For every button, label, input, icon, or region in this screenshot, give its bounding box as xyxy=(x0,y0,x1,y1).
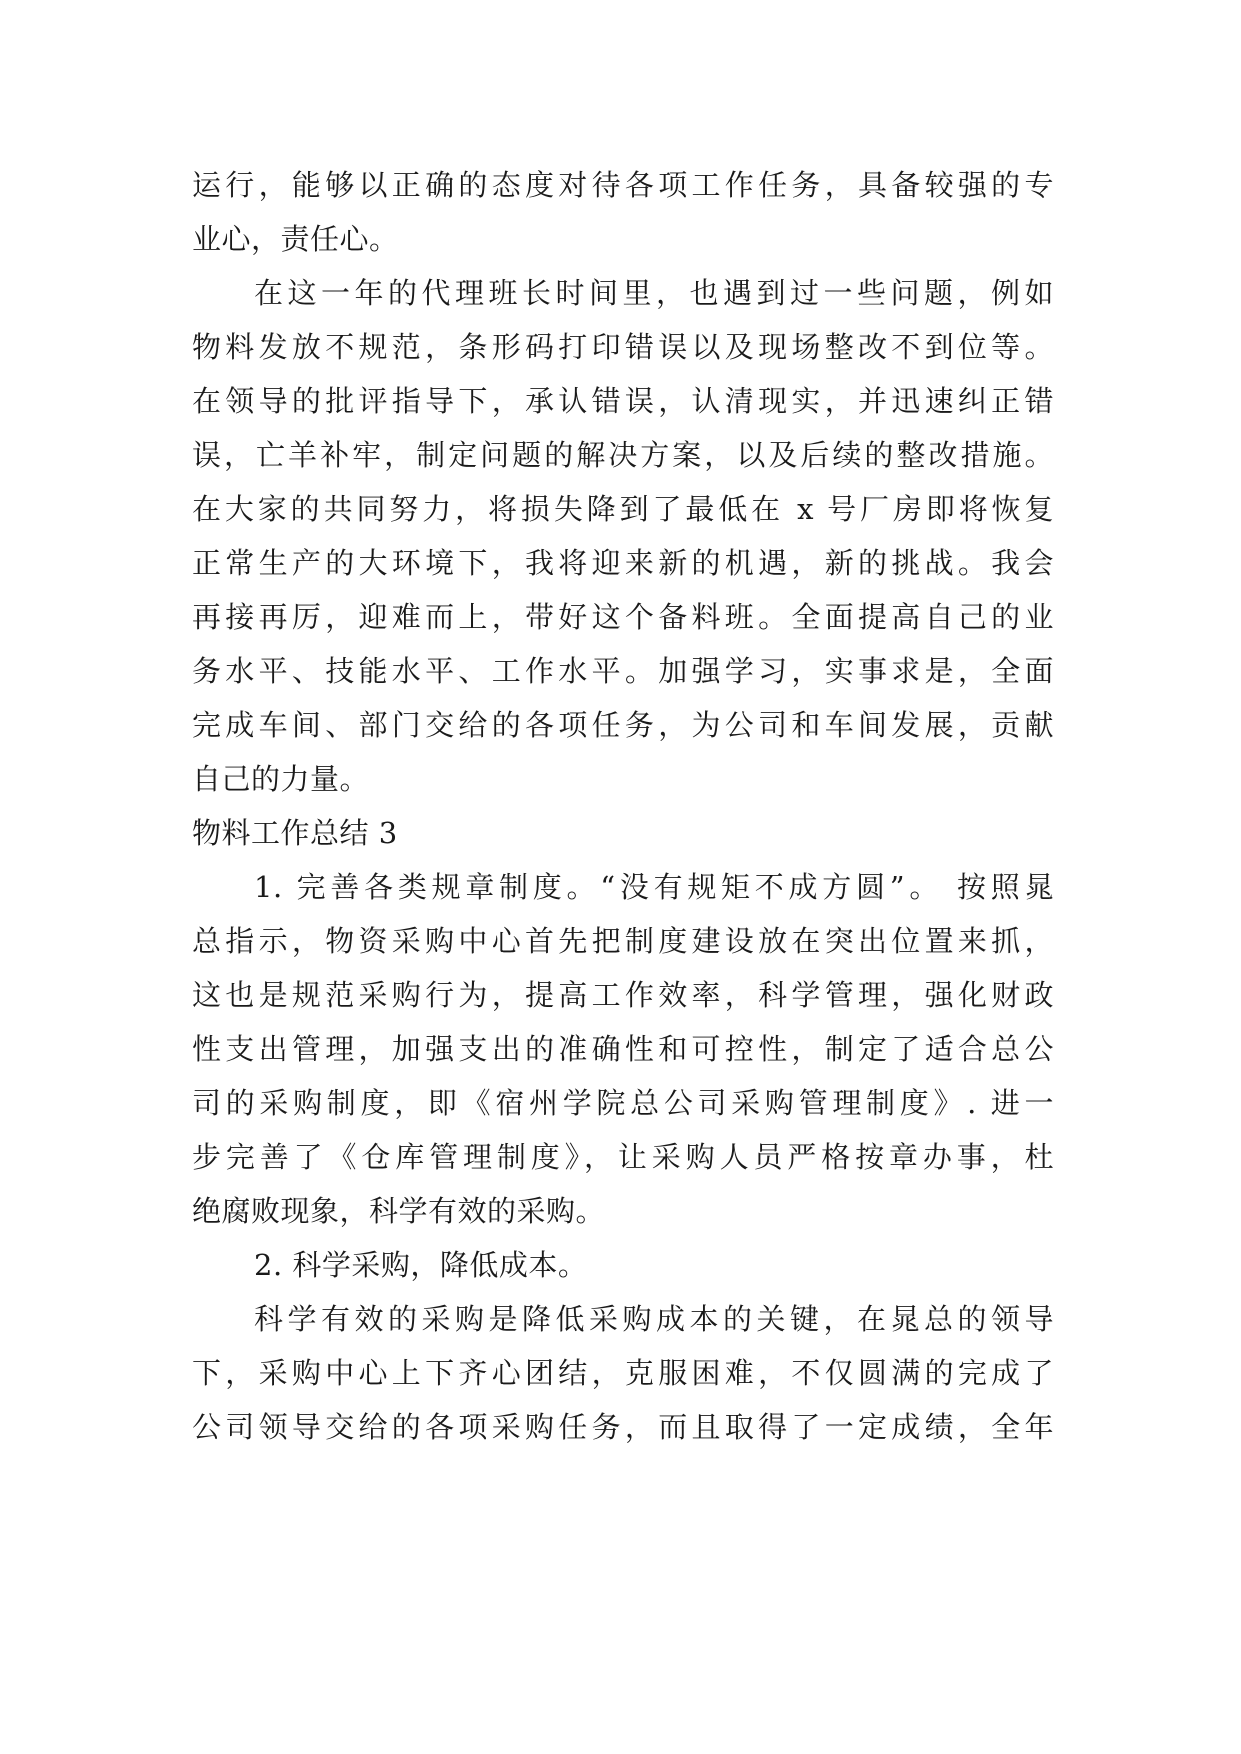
text-line: 务水平、技能水平、工作水平。加强学习，实事求是，全面 xyxy=(192,654,1054,688)
text-line: 总指示，物资采购中心首先把制度建设放在突出位置来抓， xyxy=(192,924,1054,958)
text-line: 司的采购制度，即《宿州学院总公司采购管理制度》. 进一 xyxy=(192,1086,1054,1120)
text-line: 在这一年的代理班长时间里，也遇到过一些问题，例如 xyxy=(254,276,1054,310)
text-line: 这也是规范采购行为，提高工作效率，科学管理，强化财政 xyxy=(192,978,1054,1012)
text-line: 在大家的共同努力，将损失降到了最低在 x 号厂房即将恢复 xyxy=(192,492,1054,526)
text-line: 下，采购中心上下齐心团结，克服困难，不仅圆满的完成了 xyxy=(192,1356,1054,1390)
text-line: 物料发放不规范，条形码打印错误以及现场整改不到位等。 xyxy=(192,330,1054,364)
text-line: 公司领导交给的各项采购任务，而且取得了一定成绩，全年 xyxy=(192,1410,1054,1444)
text-line: 性支出管理，加强支出的准确性和可控性，制定了适合总公 xyxy=(192,1032,1054,1066)
text-line: 自己的力量。 xyxy=(192,762,370,796)
text-line: 再接再厉，迎难而上，带好这个备料班。全面提高自己的业 xyxy=(192,600,1054,634)
text-line: 业心，责任心。 xyxy=(192,222,399,256)
text-line: 步完善了《仓库管理制度》，让采购人员严格按章办事，杜 xyxy=(192,1140,1054,1174)
document-page xyxy=(192,158,1054,1454)
text-line: 绝腐败现象，科学有效的采购。 xyxy=(192,1194,606,1228)
text-line: 1. 完善各类规章制度。“没有规矩不成方圆”。 按照晁 xyxy=(254,870,1054,904)
text-line: 科学有效的采购是降低采购成本的关键，在晁总的领导 xyxy=(254,1302,1054,1336)
section-heading: 物料工作总结 3 xyxy=(192,816,398,850)
text-line: 在领导的批评指导下，承认错误，认清现实，并迅速纠正错 xyxy=(192,384,1054,418)
text-line: 完成车间、部门交给的各项任务，为公司和车间发展，贡献 xyxy=(192,708,1054,742)
text-line: 正常生产的大环境下，我将迎来新的机遇，新的挑战。我会 xyxy=(192,546,1054,580)
text-line: 运行，能够以正确的态度对待各项工作任务，具备较强的专 xyxy=(192,168,1054,202)
text-line: 误，亡羊补牢，制定问题的解决方案，以及后续的整改措施。 xyxy=(192,438,1054,472)
text-line: 2. 科学采购，降低成本。 xyxy=(254,1248,588,1282)
